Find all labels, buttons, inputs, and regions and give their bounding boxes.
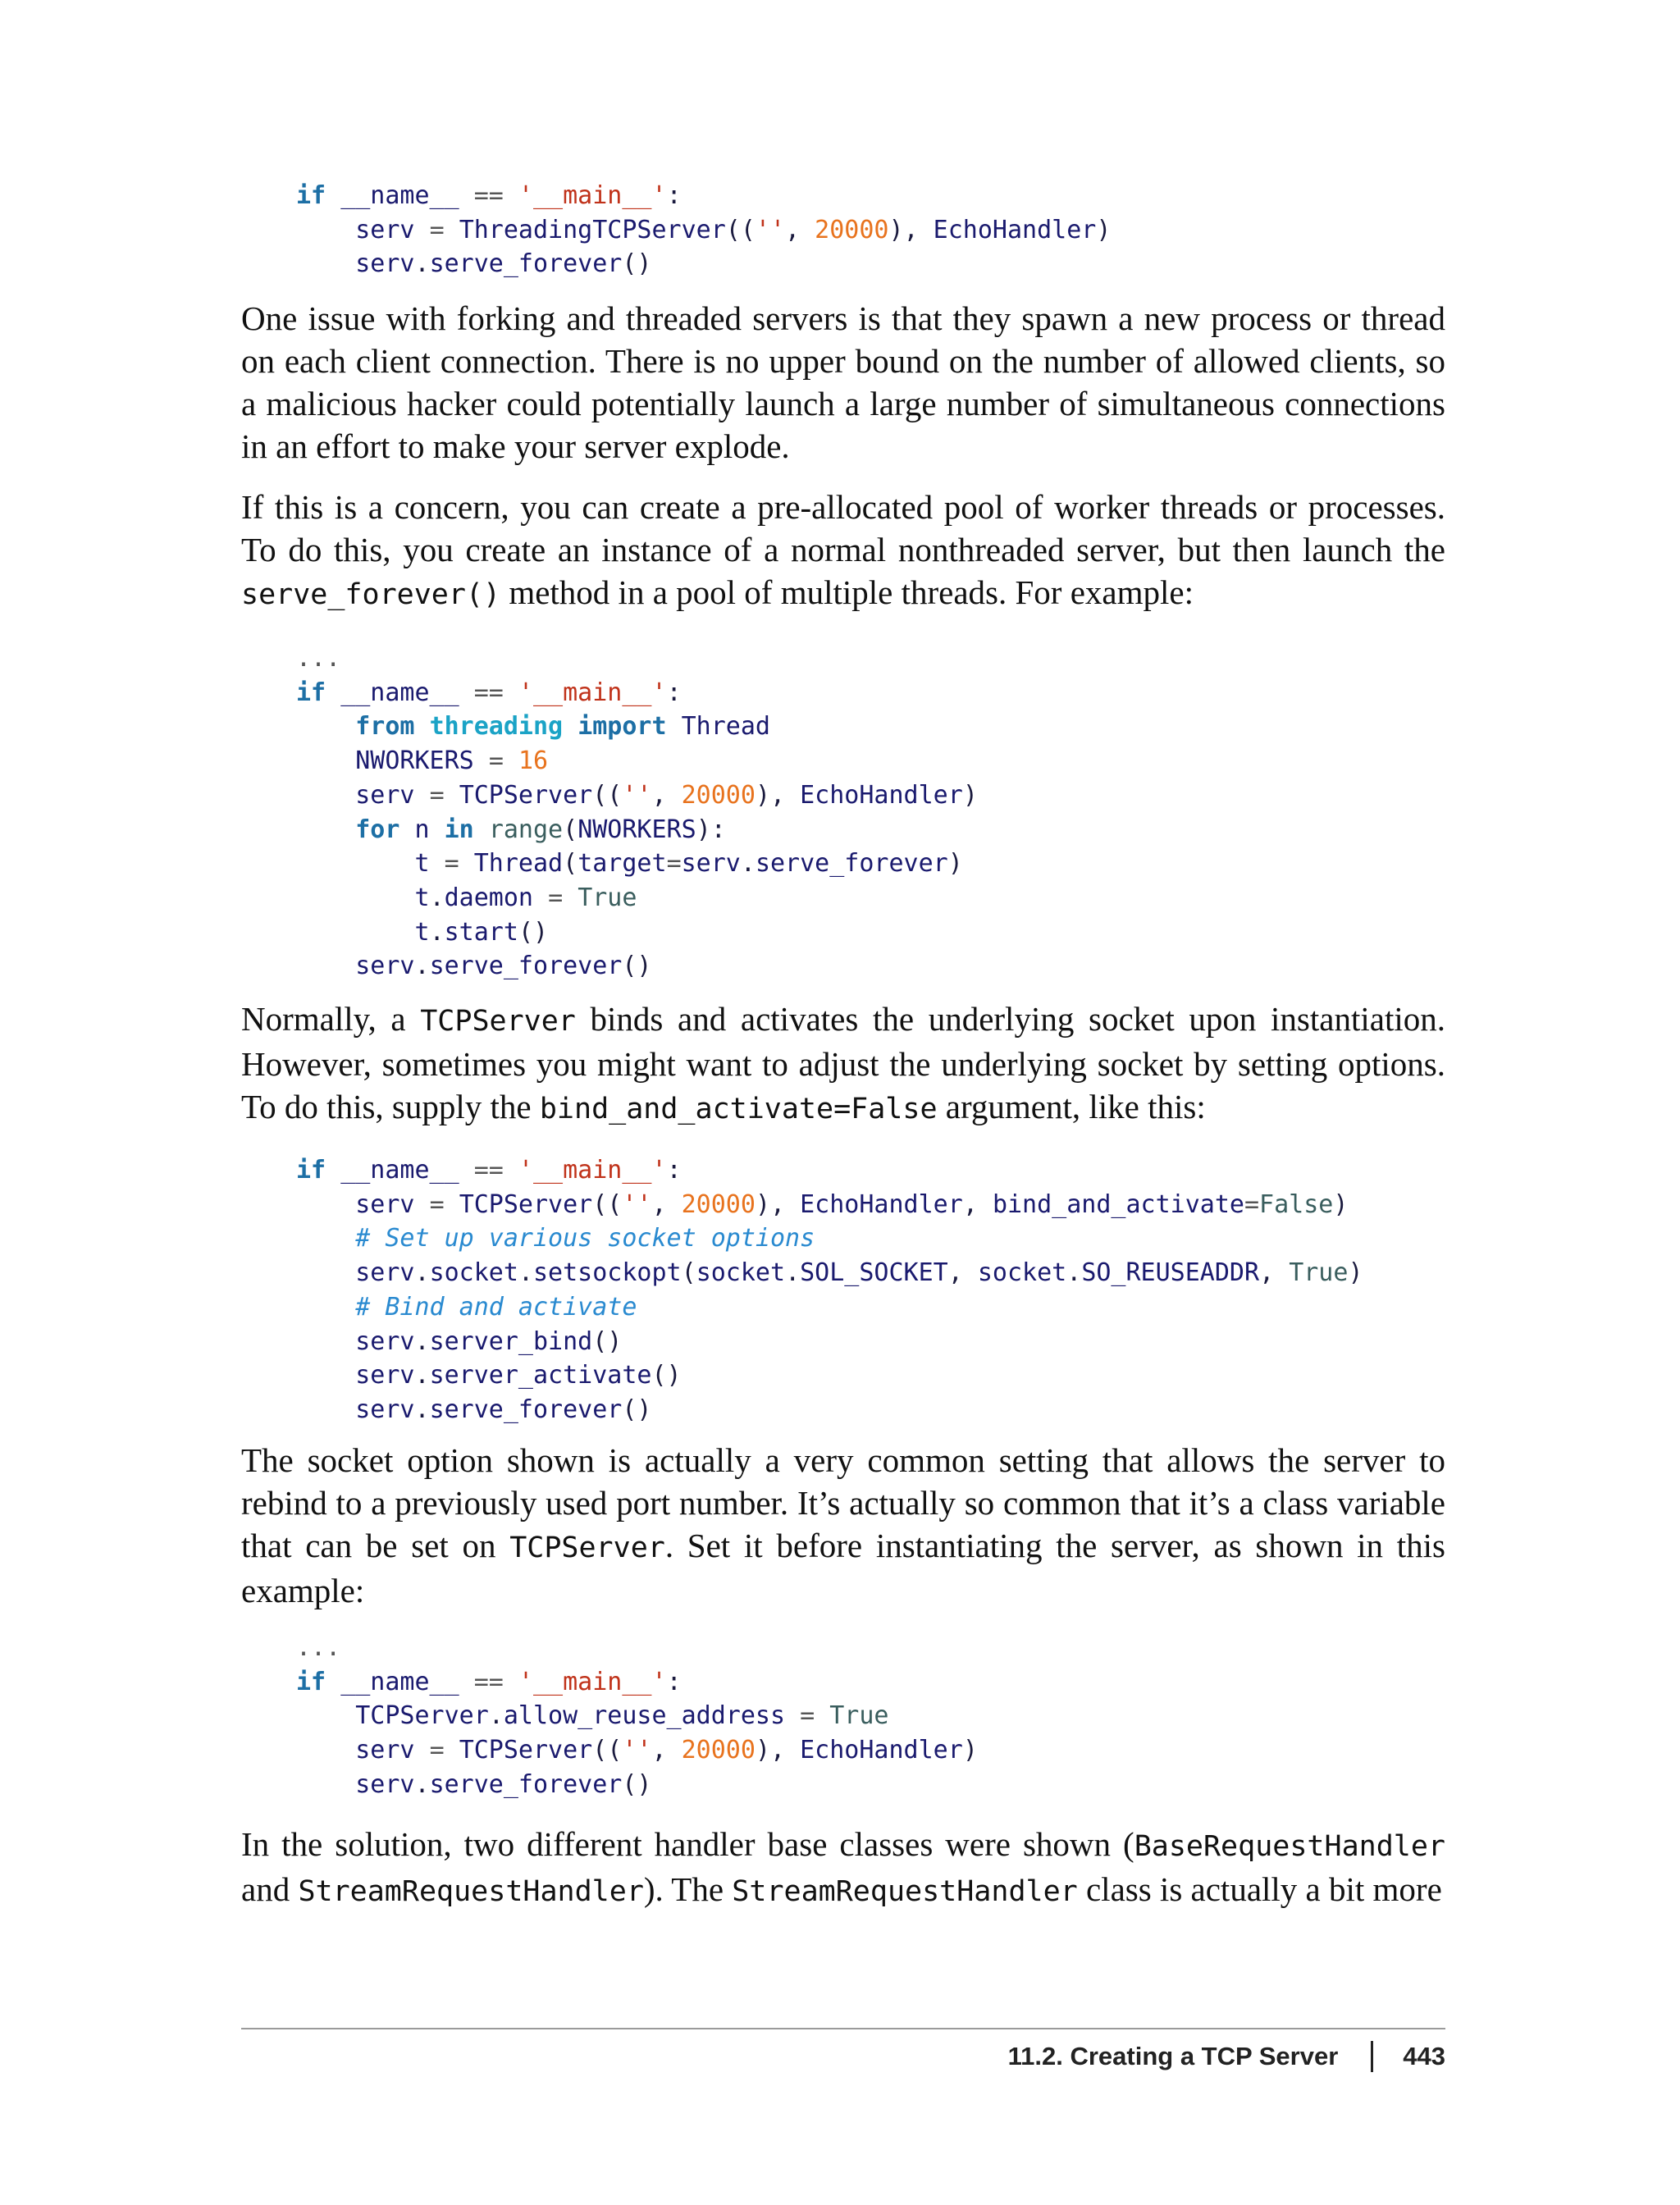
footer-rule: [241, 2028, 1445, 2029]
code-block: [296, 1631, 978, 1802]
code-line: serv.server_activate(): [355, 1361, 682, 1390]
code-line: if __name__ == '__main__':: [296, 678, 682, 707]
page-number: 443: [1403, 2042, 1445, 2070]
code-line: serv.serve_forever(): [355, 1769, 652, 1799]
code-line: if __name__ == '__main__':: [296, 181, 682, 210]
paragraph: In the solution, two different handler base classes were shown (BaseRequestHandler and StreamRequestHandler). The StreamRequestHandler class is actually a bit more: [241, 1825, 1445, 1908]
code-line: serv.serve_forever(): [355, 249, 652, 279]
code-line: ...: [296, 1633, 341, 1662]
paragraph: Normally, a TCPServer binds and activates the underlying socket upon instantiation. However, sometimes you might want to adjust the underlying socket by setting options. To do this, supply the bind_and_activate=False argument, like this:: [241, 1000, 1445, 1125]
inline-code: TCPServer: [509, 1532, 665, 1564]
paragraph: If this is a concern, you can create a pre-allocated pool of worker threads or processes. To do this, you create an instance of a normal nonthreaded server, but then launch the serve_forever() method in a pool of multiple threads. For example:: [241, 488, 1445, 611]
paragraph: The socket option shown is actually a very common setting that allows the server to rebind to a previously used port number. It’s actually so common that it’s a class variable that can be set on TCPServer. Set it before instantiating the server, as shown in this example:: [241, 1441, 1445, 1609]
footer-separator: [1371, 2041, 1373, 2072]
inline-code: StreamRequestHandler: [298, 1875, 644, 1908]
inline-code: serve_forever(): [241, 578, 501, 611]
code-line: serv = ThreadingTCPServer(('', 20000), EchoHandler): [355, 215, 1112, 244]
code-line: TCPServer.allow_reuse_address = True: [355, 1701, 889, 1731]
code-line: t.start(): [414, 917, 549, 947]
code-line: serv = TCPServer(('', 20000), EchoHandler): [355, 1736, 978, 1765]
code-line: # Set up various socket options: [355, 1224, 815, 1253]
inline-code: StreamRequestHandler: [732, 1875, 1078, 1908]
code-line: serv.serve_forever(): [355, 952, 652, 981]
code-block: [296, 641, 978, 984]
code-line: serv = TCPServer(('', 20000), EchoHandler, bind_and_activate=False): [355, 1189, 1349, 1219]
code-line: if __name__ == '__main__':: [296, 1667, 682, 1696]
code-block: [296, 179, 1111, 281]
code-block: [296, 1153, 1363, 1427]
code-line: if __name__ == '__main__':: [296, 1156, 682, 1185]
code-line: ...: [296, 644, 341, 673]
inline-code: BaseRequestHandler: [1134, 1830, 1445, 1863]
inline-code: TCPServer: [420, 1005, 576, 1038]
code-line: serv = TCPServer(('', 20000), EchoHandler): [355, 780, 978, 810]
code-line: serv.server_bind(): [355, 1326, 623, 1356]
page-footer: [1008, 2041, 1445, 2072]
code-line: from threading import Thread: [355, 712, 770, 742]
code-line: serv.serve_forever(): [355, 1395, 652, 1424]
code-line: # Bind and activate: [355, 1292, 637, 1322]
paragraph: One issue with forking and threaded servers is that they spawn a new process or thread on each client connection. There is no upper bound on the number of allowed clients, so a malicious hacker could potentially launch a large number of simultaneous connections in an effort to make your server explode.: [241, 299, 1445, 465]
code-line: serv.socket.setsockopt(socket.SOL_SOCKET, socket.SO_REUSEADDR, True): [355, 1258, 1363, 1288]
code-line: t = Thread(target=serv.serve_forever): [414, 849, 963, 879]
code-line: for n in range(NWORKERS):: [355, 815, 726, 844]
inline-code: bind_and_activate=False: [539, 1093, 938, 1125]
code-line: t.daemon = True: [414, 883, 637, 912]
footer-section-title: 11.2. Creating a TCP Server: [1007, 2042, 1339, 2070]
code-line: NWORKERS = 16: [355, 746, 549, 776]
